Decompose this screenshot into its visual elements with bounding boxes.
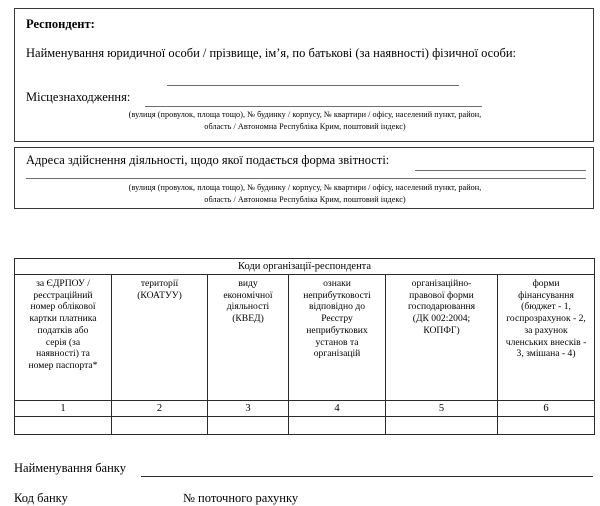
value-cell-5[interactable] <box>386 417 498 435</box>
table-row <box>15 417 595 435</box>
bank-code-label: Код банку <box>14 491 68 505</box>
activity-address-section <box>14 147 594 209</box>
column-header-2-text: території (КОАТУУ) <box>137 278 182 301</box>
value-cell-3[interactable] <box>208 417 289 435</box>
bank-name-input-rule[interactable] <box>141 476 593 477</box>
column-header-3 <box>208 275 289 401</box>
column-header-6 <box>498 275 595 401</box>
activity-address-input-rule-2[interactable] <box>26 178 586 179</box>
activity-address-input-rule-1[interactable] <box>415 170 586 171</box>
table-header-row <box>15 275 595 401</box>
respondent-address-caption-line-1: (вулиця (провулок, площа тощо), № будинку / корпусу, № квартири / офісу, населений пункт, район, <box>128 110 482 119</box>
legal-entity-label: Найменування юридичної особи / прізвище, імʼя, по батькові (за наявності) фізичної особи: <box>26 46 516 60</box>
respondent-address-caption-line-2: область / Автономна Республіка Крим, поштовий індекс) <box>204 122 406 131</box>
activity-address-caption-line-1: (вулиця (провулок, площа тощо), № будинку / корпусу, № квартири / офісу, населений пункт, район, <box>128 183 482 192</box>
column-number-4: 4 <box>289 401 386 417</box>
value-cell-4[interactable] <box>289 417 386 435</box>
respondent-section <box>14 8 594 142</box>
respondent-heading: Респондент: <box>26 17 95 31</box>
value-cell-6[interactable] <box>498 417 595 435</box>
legal-entity-input-rule[interactable] <box>167 85 459 86</box>
column-header-3-text: виду економічної діяльності (КВЕД) <box>223 278 273 325</box>
location-input-rule[interactable] <box>145 106 482 107</box>
organization-codes-table <box>14 258 595 435</box>
codes-table-title: Коди організації-респондента <box>15 259 595 275</box>
column-header-5 <box>386 275 498 401</box>
column-number-2: 2 <box>112 401 208 417</box>
account-number-label: № поточного рахунку <box>183 491 299 505</box>
value-cell-2[interactable] <box>112 417 208 435</box>
column-header-6-text: форми фінансування (бюджет - 1, госпрозрахунок - 2, за рахунок членських внесків - 3, змішана - 4) <box>505 278 587 360</box>
value-cell-1[interactable] <box>15 417 112 435</box>
column-header-5-text: організаційно- правової форми господарювання (ДК 002:2004; КОПФГ) <box>407 278 476 336</box>
activity-address-label: Адреса здійснення діяльності, щодо якої подається форма звітності: <box>26 153 390 167</box>
column-header-2 <box>112 275 208 401</box>
column-number-5: 5 <box>386 401 498 417</box>
column-header-4 <box>289 275 386 401</box>
table-title-row <box>15 259 595 275</box>
location-label: Місцезнаходження: <box>26 90 131 104</box>
column-header-1-text: за ЄДРПОУ / реєстраційний номер облікової картки платника податків або серія (за наявності) та номер паспорта* <box>28 278 98 371</box>
column-header-4-text: ознаки неприбутковості відповідно до Реєстру неприбуткових установ та організацій <box>303 278 371 360</box>
column-header-1 <box>15 275 112 401</box>
table-column-number-row <box>15 401 595 417</box>
column-number-3: 3 <box>208 401 289 417</box>
activity-address-caption-line-2: область / Автономна Республіка Крим, поштовий індекс) <box>204 195 406 204</box>
bank-name-label: Найменування банку <box>14 461 126 475</box>
column-number-1: 1 <box>15 401 112 417</box>
column-number-6: 6 <box>498 401 595 417</box>
